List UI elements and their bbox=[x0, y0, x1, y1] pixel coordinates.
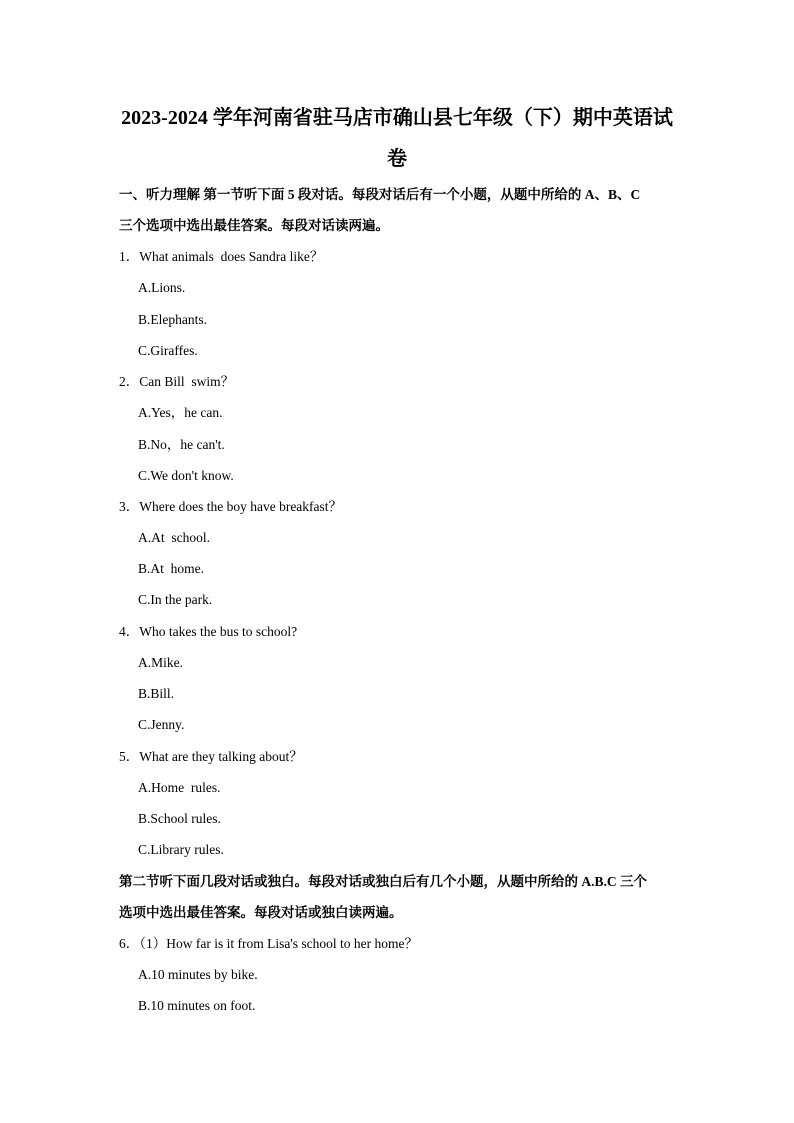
question-3-option-a: A.At school. bbox=[138, 530, 210, 545]
section1-instruction-line2: 三个选项中选出最佳答案。每段对话读两遍。 bbox=[119, 218, 389, 233]
question-6-1-option-b: B.10 minutes on foot. bbox=[138, 998, 256, 1013]
question-5-option-a: A.Home rules. bbox=[138, 780, 221, 795]
question-1-option-c: C.Giraffes. bbox=[138, 343, 198, 358]
question-1-option-b: B.Elephants. bbox=[138, 312, 207, 327]
question-2: 2．Can Bill swim？ bbox=[119, 374, 235, 389]
question-2-option-b: B.No，he can't. bbox=[138, 437, 225, 452]
question-2-option-c: C.We don't know. bbox=[138, 468, 234, 483]
question-3-option-b: B.At home. bbox=[138, 561, 204, 576]
question-1: 1．What animals does Sandra like？ bbox=[119, 249, 324, 264]
question-4-option-b: B.Bill. bbox=[138, 686, 175, 701]
question-3: 3．Where does the boy have breakfast？ bbox=[119, 499, 343, 514]
question-5-option-c: C.Library rules. bbox=[138, 842, 224, 857]
question-1-option-a: A.Lions. bbox=[138, 280, 186, 295]
question-4: 4．Who takes the bus to school? bbox=[119, 624, 298, 639]
question-4-option-c: C.Jenny. bbox=[138, 717, 185, 732]
question-6-1-option-a: A.10 minutes by bike. bbox=[138, 967, 258, 982]
question-4-option-a: A.Mike. bbox=[138, 655, 183, 670]
question-6-1: 6．（1）How far is it from Lisa's school to her home？ bbox=[119, 936, 419, 951]
question-2-option-a: A.Yes，he can. bbox=[138, 405, 223, 420]
question-3-option-c: C.In the park. bbox=[138, 592, 213, 607]
section2-instruction-line2: 选项中选出最佳答案。每段对话或独白读两遍。 bbox=[119, 905, 403, 920]
exam-title: 2023-2024 学年河南省驻马店市确山县七年级（下）期中英语试 bbox=[121, 107, 673, 129]
section1-instruction-line1: 一、听力理解 第一节听下面 5 段对话。每段对话后有一个小题，从题中所给的 A、B、C bbox=[119, 187, 641, 202]
exam-title-continued: 卷 bbox=[387, 148, 407, 170]
question-5: 5．What are they talking about？ bbox=[119, 749, 303, 764]
section2-instruction-line1: 第二节听下面几段对话或独白。每段对话或独白后有几个小题，从题中所给的 A.B.C 三个 bbox=[119, 874, 648, 889]
question-5-option-b: B.School rules. bbox=[138, 811, 221, 826]
